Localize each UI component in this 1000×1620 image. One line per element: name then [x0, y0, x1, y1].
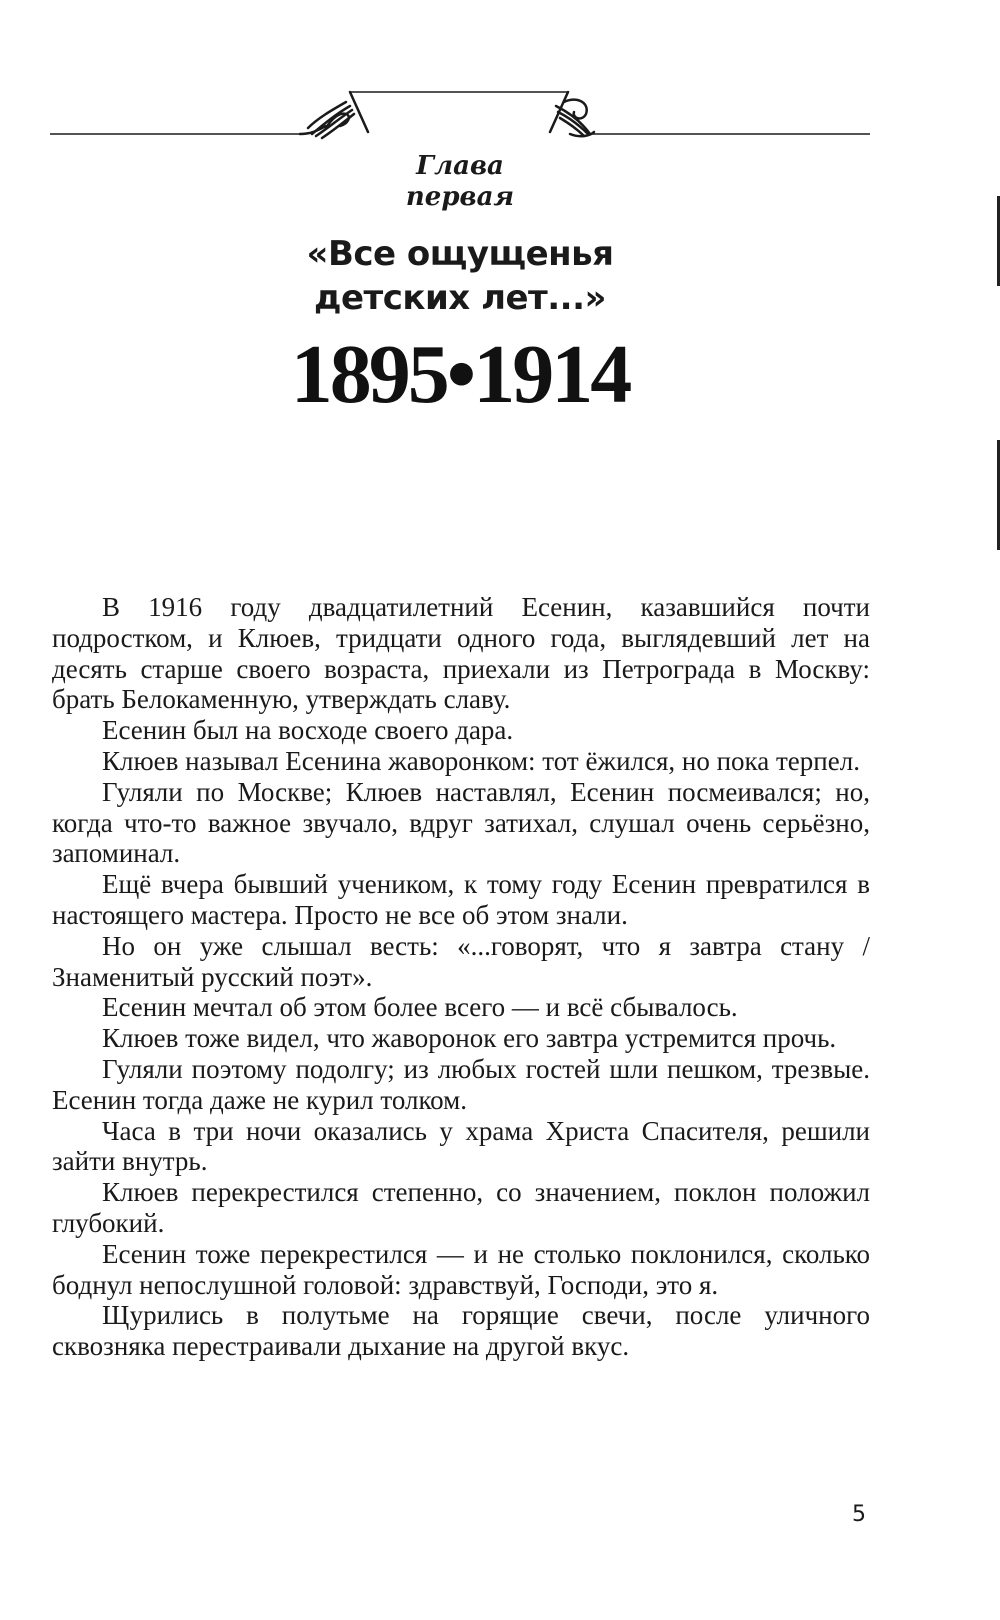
paragraph: Гуляли поэтому подолгу; из любых гостей шли пешком, трезвые. Есенин тогда даже не курил толком.	[52, 1053, 870, 1115]
paragraph: Гуляли по Москве; Клюев наставлял, Есенин посмеивался; но, когда что-то важное звучало, вдруг затихал, слушал очень серьёзно, запоминал.	[52, 776, 870, 869]
paragraph: Ещё вчера бывший учеником, к тому году Есенин превратился в настоящего мастера. Просто не все об этом знали.	[52, 869, 870, 930]
paragraph: Есенин мечтал об этом более всего — и всё сбывалось.	[102, 992, 738, 1023]
chapter-label-number: первая	[405, 182, 515, 212]
paragraph: Но он уже слышал весть: «...говорят, что я завтра стану / Знаменитый русский поэт».	[52, 930, 870, 992]
chapter-ornament-divider	[50, 88, 870, 158]
ornament-left-flourish	[300, 92, 368, 138]
paragraph: Щурились в полутьме на горящие свечи, после уличного сквозняка перестраивали дыхание на другой вкус.	[52, 1300, 870, 1362]
chapter-label: Глава	[416, 151, 504, 181]
paragraph: Клюев называл Есенина жаворонком: тот ёжился, но пока терпел.	[102, 745, 860, 776]
paragraph: В 1916 году двадцатилетний Есенин, казавшийся почти подростком, и Клюев, тридцати одного года, выглядевший лет на десять старше своего возраста, приехали из Петрограда в Москву: брать Белокаменную, утверждать славу.	[52, 592, 870, 715]
chapter-title-line-2: детских лет...»	[314, 278, 606, 318]
paragraph: Клюев тоже видел, что жаворонок его завтра устремится прочь.	[102, 1023, 837, 1054]
chapter-title-line-1: «Все ощущенья	[306, 234, 614, 274]
page-number: 5	[852, 1502, 866, 1527]
ornament-right-flourish	[550, 92, 594, 136]
paragraph: Часа в три ночи оказались у храма Христа Спасителя, решили зайти внутрь.	[52, 1115, 870, 1177]
chapter-years: 1895•1914	[290, 328, 630, 421]
body-text	[52, 592, 870, 1362]
paragraph: Есенин был на восходе своего дара.	[102, 715, 514, 746]
paragraph: Есенин тоже перекрестился — и не столько поклонился, сколько боднул непослушной головой: здравствуй, Господи, это я.	[52, 1238, 870, 1300]
paragraph: Клюев перекрестился степенно, со значением, поклон положил глубокий.	[52, 1177, 870, 1238]
